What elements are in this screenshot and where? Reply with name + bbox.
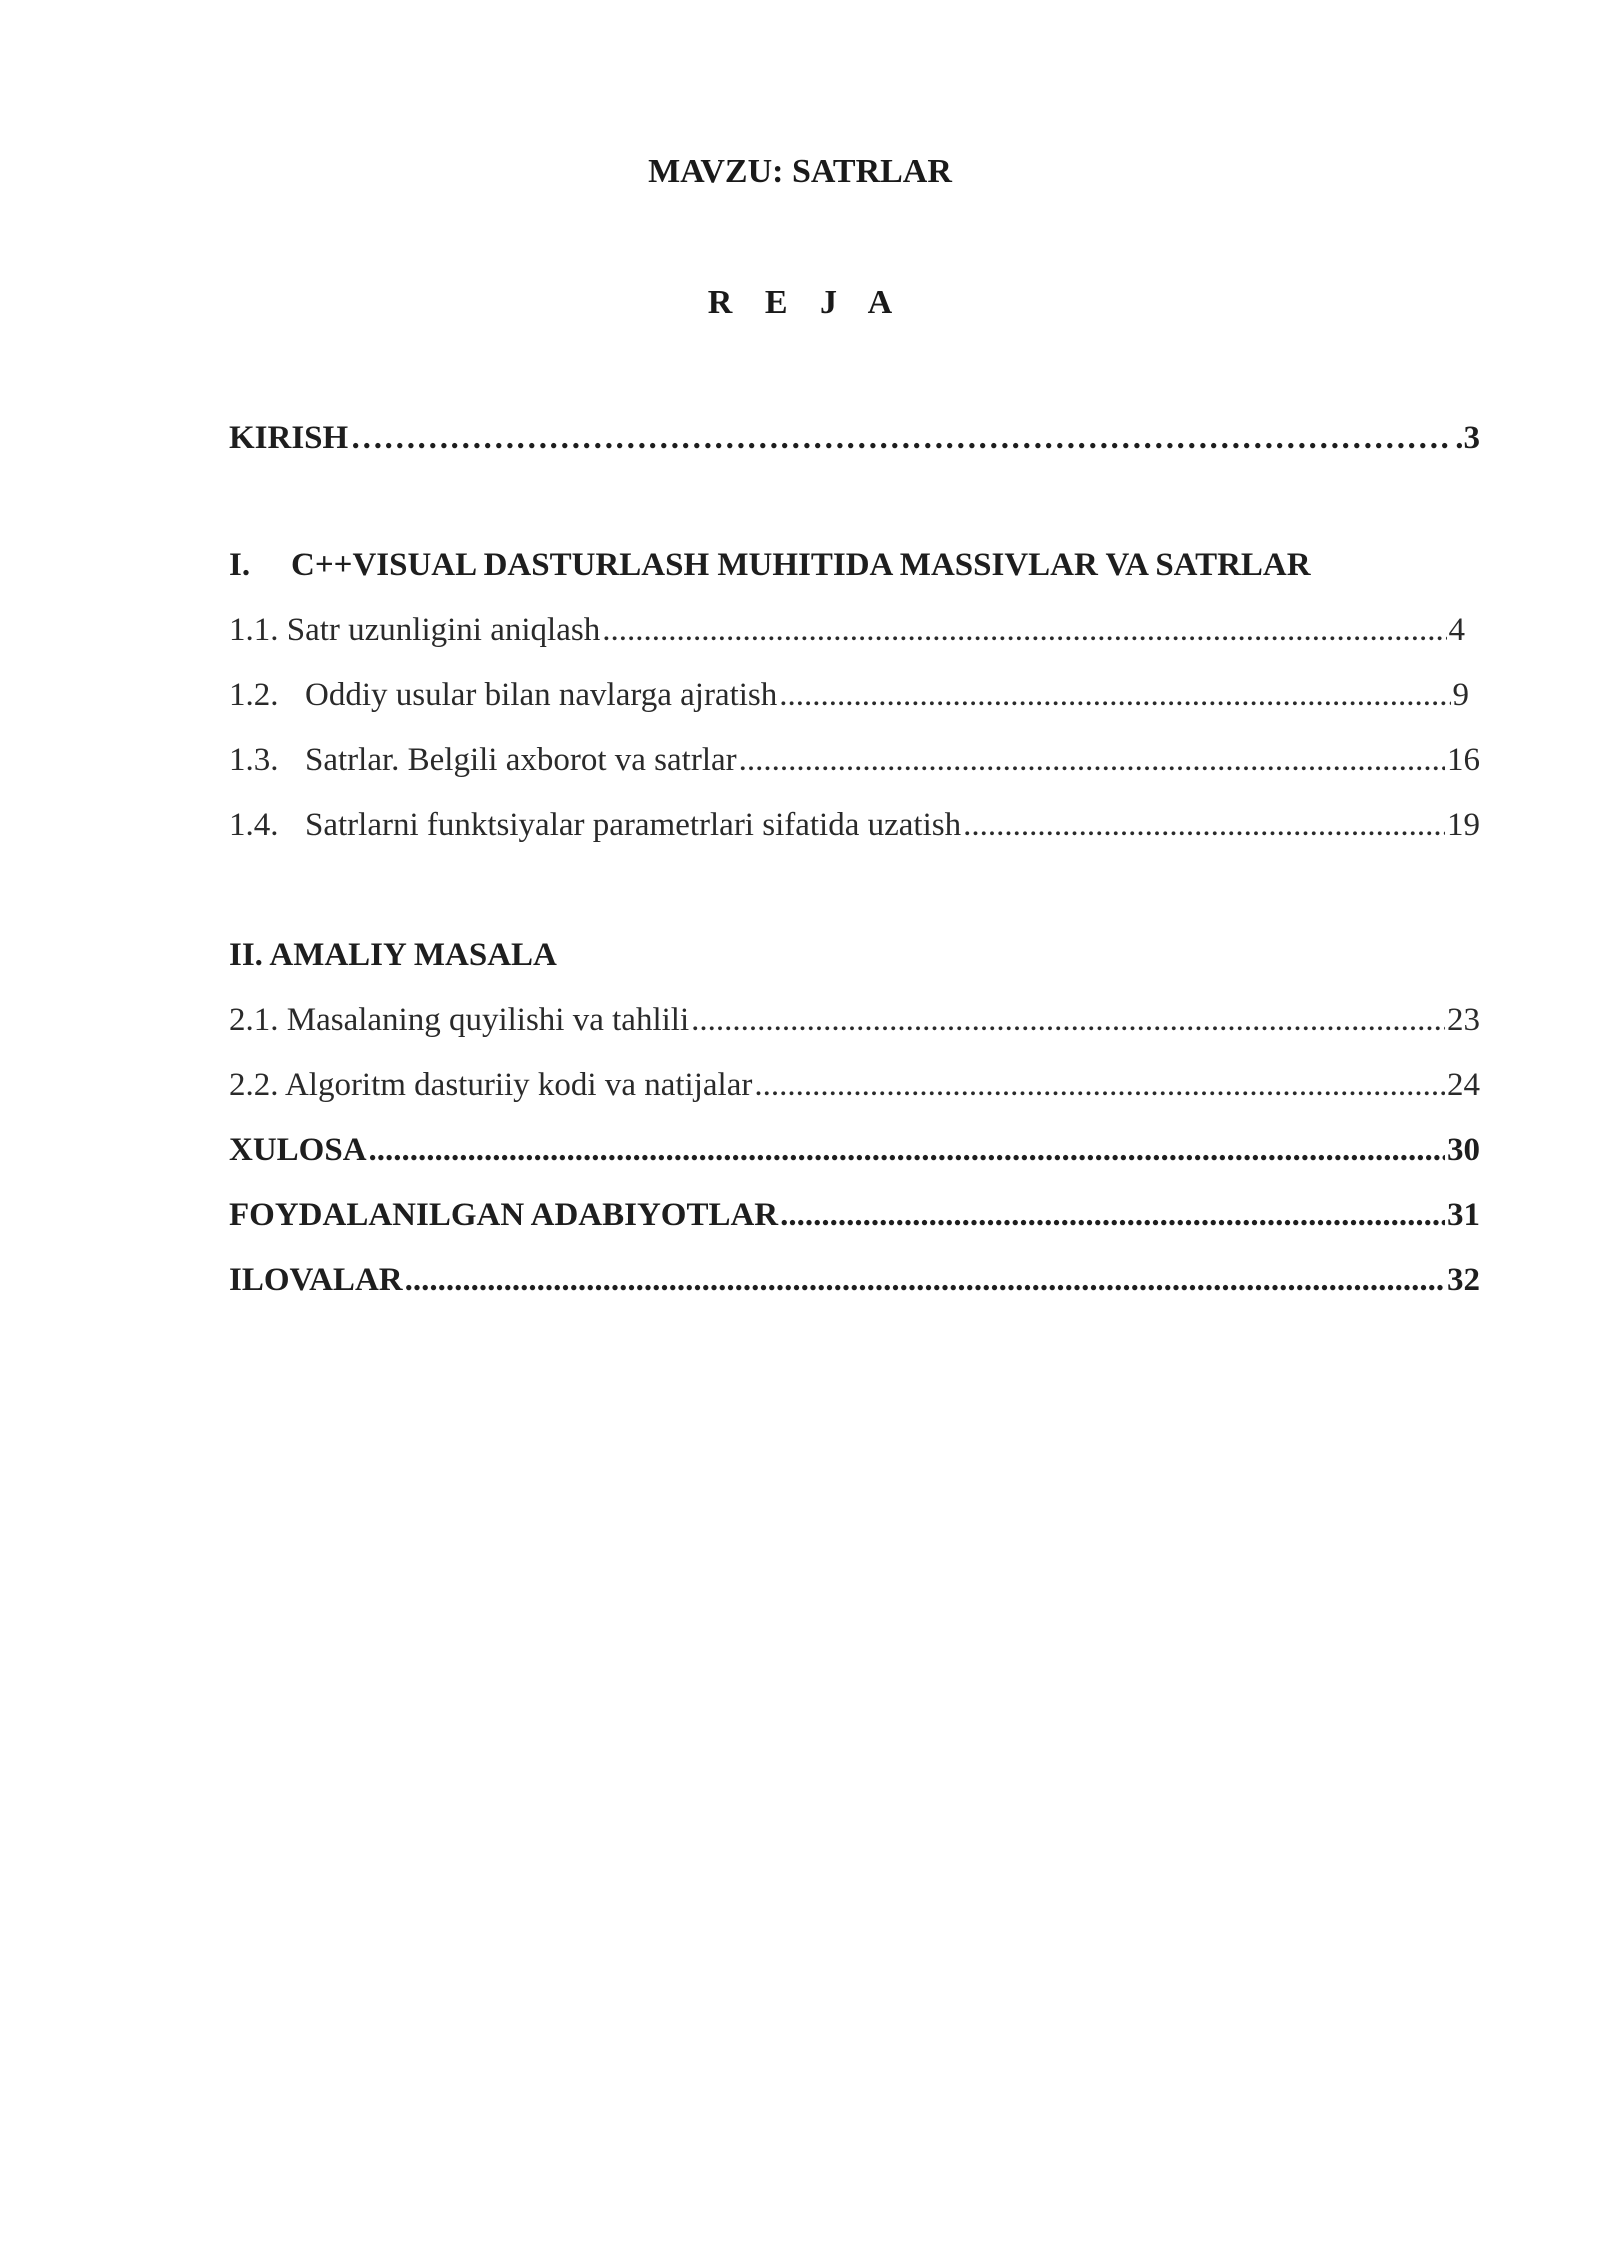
toc-leader — [369, 1128, 1445, 1172]
toc-entry-number: 2.2. — [229, 1067, 279, 1103]
toc-entry — [229, 608, 1465, 652]
page-title: MAVZU: SATRLAR — [648, 153, 952, 190]
toc-entry-label: XULOSA — [229, 1132, 367, 1168]
toc-entry-appendices — [229, 1258, 1480, 1302]
toc-entry-label: Oddiy usular bilan navlarga ajratish — [305, 677, 778, 713]
toc-leader — [350, 416, 1453, 460]
toc-entry — [229, 738, 1480, 782]
toc-section-heading-2: II. AMALIY MASALA — [229, 937, 557, 973]
toc-page-number: 9 — [1452, 677, 1469, 713]
toc-entry — [229, 803, 1480, 847]
toc-leader — [602, 608, 1446, 652]
toc-leader — [405, 1258, 1445, 1302]
toc-entry-label: Algoritm dasturiiy kodi va natijalar — [284, 1067, 753, 1103]
section-heading-text: C++VISUAL DASTURLASH MUHITIDA MASSIVLAR VA SATRLAR — [291, 547, 1311, 583]
toc-leader — [691, 998, 1445, 1042]
toc-entry-label: Satrlarni funktsiyalar parametrlari sifatida uzatish — [305, 807, 962, 843]
toc-entry-label: Satr uzunligini aniqlash — [286, 612, 601, 648]
toc-page-number: 24 — [1447, 1067, 1480, 1103]
toc-page-number: 16 — [1447, 742, 1480, 778]
toc-page-number: 32 — [1447, 1262, 1480, 1298]
toc-entry-label: FOYDALANILGAN ADABIYOTLAR — [229, 1197, 779, 1233]
toc-entry-number: 1.1. — [229, 612, 279, 648]
toc-entry-number: 1.4. — [229, 807, 279, 843]
toc-entry-conclusion — [229, 1128, 1480, 1172]
toc-entry-label: KIRISH — [229, 420, 349, 456]
toc-entry-references — [229, 1193, 1480, 1237]
toc-leader — [963, 803, 1445, 847]
toc-page-number: 30 — [1447, 1132, 1480, 1168]
toc-entry-label: Satrlar. Belgili axborot va satrlar — [305, 742, 737, 778]
toc-entry — [229, 1063, 1480, 1107]
toc-entry-number: 1.3. — [229, 742, 279, 778]
toc-leader — [754, 1063, 1445, 1107]
toc-page-number: 4 — [1448, 612, 1465, 648]
toc-entry — [229, 998, 1480, 1042]
toc-entry-label: ILOVALAR — [229, 1262, 403, 1298]
toc-leader — [780, 1193, 1445, 1237]
toc-page-number: 31 — [1447, 1197, 1480, 1233]
toc-entry-label: Masalaning quyilishi va tahlili — [286, 1002, 690, 1038]
toc-leader — [739, 738, 1445, 782]
toc-section-heading-1 — [229, 543, 1311, 587]
toc-entry-number: 1.2. — [229, 677, 279, 713]
toc-entry-number: 2.1. — [229, 1002, 279, 1038]
toc-entry — [229, 673, 1469, 717]
toc-leader — [779, 673, 1450, 717]
plan-heading: R E J A — [707, 284, 905, 321]
toc-page-number: 23 — [1447, 1002, 1480, 1038]
toc-page-number: 19 — [1447, 807, 1480, 843]
toc-entry-intro — [229, 416, 1480, 460]
section-number: I. — [229, 547, 251, 583]
toc-page-number: .3 — [1455, 420, 1480, 456]
